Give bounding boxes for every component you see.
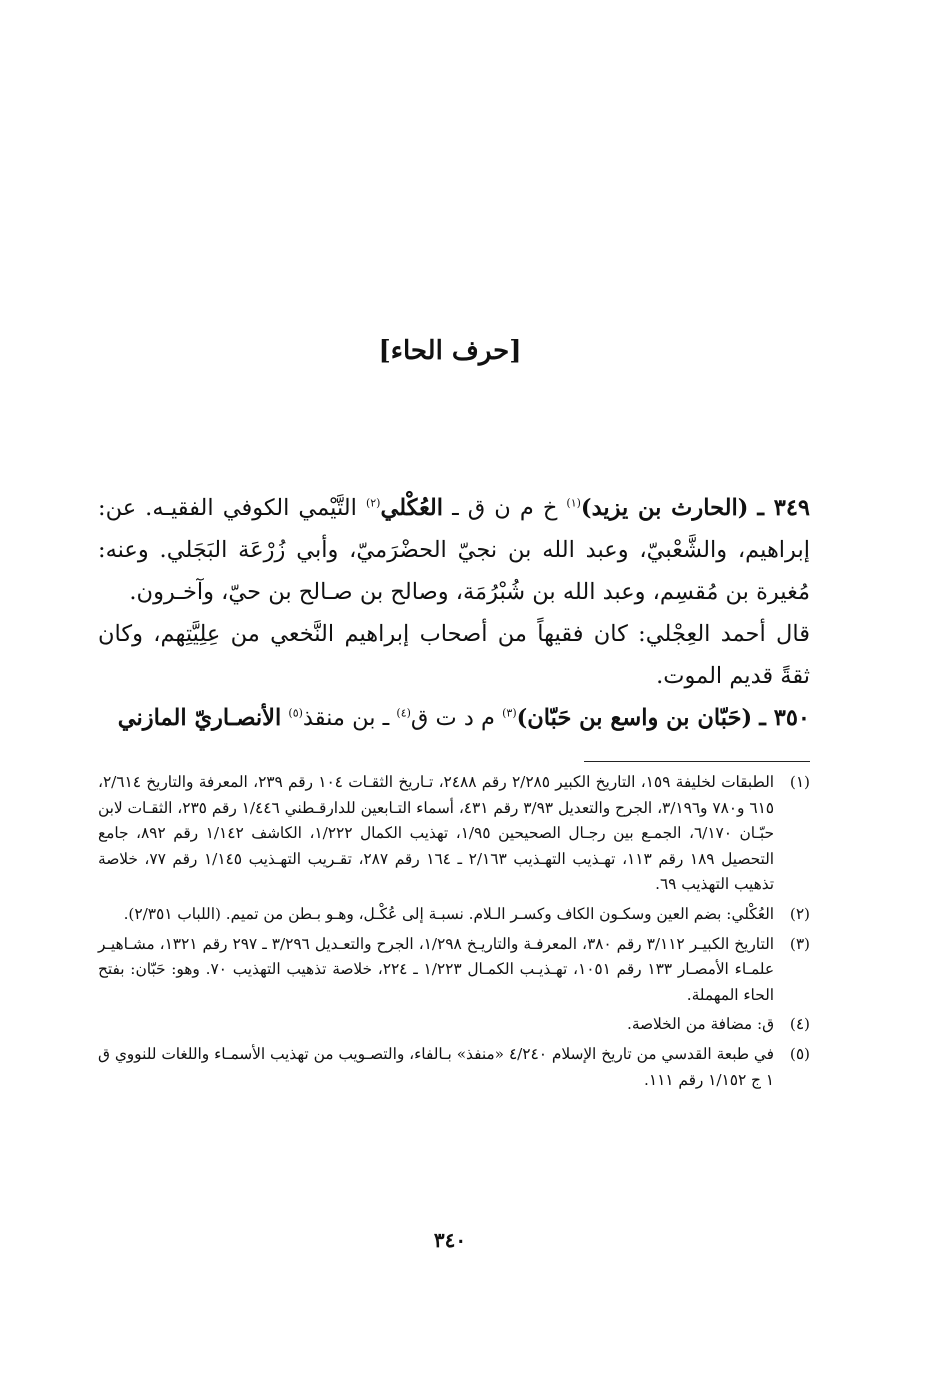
footnote-ref: (٥) bbox=[288, 706, 303, 720]
entry-349 bbox=[98, 487, 810, 613]
footnote bbox=[98, 1042, 810, 1093]
entry-350 bbox=[98, 697, 810, 739]
footnote-ref: (٤) bbox=[396, 706, 411, 720]
entry-lineage: ـ بن منقذ bbox=[302, 705, 390, 731]
footnote-text: التاريخ الكبيـر ٣/١١٢ رقم ٣٨٠، المعرفـة والتاريـخ ١/٢٩٨، الجرح والتعـديل ٣/٢٩٦ ـ ٢٩٧ رقم ١٣٢١، مشـاهيـر علمـاء الأمصـار ١٣٣ رقم ١٠٥١، تهـذيـب الكمـال ١/٢٢٣ ـ ٢٢٤، خلاصة تذهيب التهذيب ٧٠. وهو: حَبّان: بفتح الحاء المهملة. bbox=[98, 934, 774, 1004]
footnote-number: (٢) bbox=[789, 904, 810, 923]
chapter-title: [حرف الحاء] bbox=[378, 336, 522, 366]
entry-349-quote: قال أحمد العِجْلي: كان فقيهاً من أصحاب إبراهيم النَّخعي من عِلِيَّتِهم، وكان ثقةً قديم الموت. bbox=[98, 621, 810, 689]
footnote-number: (٤) bbox=[789, 1015, 810, 1034]
footnote bbox=[98, 932, 810, 1009]
footnote-ref: (٢) bbox=[365, 496, 381, 510]
footnote-ref: (١) bbox=[566, 496, 581, 510]
footnote-separator bbox=[584, 761, 810, 762]
page-number: ٣٤٠ bbox=[433, 1228, 467, 1252]
rijal-symbols: خ م ن ق ـ bbox=[452, 495, 558, 521]
entry-number: ٣٥٠ ـ bbox=[759, 705, 810, 731]
entry-nisba: العُكْلي bbox=[380, 495, 444, 521]
footnote-number: (٥) bbox=[789, 1044, 810, 1063]
main-text bbox=[98, 487, 810, 739]
footnote bbox=[98, 770, 810, 898]
entry-heading: (حَبّان بن واسع بن حَبّان) bbox=[516, 705, 753, 731]
footnote-number: (٣) bbox=[789, 934, 810, 953]
rijal-symbols: م د ت ق bbox=[410, 705, 495, 731]
entry-nisba: الأنصـاريّ المازني bbox=[117, 705, 282, 731]
entry-body: التَّيْمي الكوفي الفقيـه. عن: إبراهيم، والشَّعْبيّ، وعبد الله بن نجيّ الحضْرَميّ، وأبي زُرْعَة البَجَلي. وعنه: مُغيرة بن مُقسِم، وعبد الله بن شُبْرُمَة، وصالح بن صـالح بن حيّ، وآخـرون. bbox=[98, 495, 810, 605]
entry-number: ٣٤٩ ـ bbox=[757, 495, 811, 521]
footnotes bbox=[98, 770, 810, 1097]
footnote-text: في طبعة القدسي من تاريخ الإسلام ٤/٢٤٠ «منفذ» بـالفاء، والتصـويب من تهذيب الأسمـاء واللغات للنووي ق ١ ج ١/١٥٢ رقم ١١١. bbox=[98, 1044, 774, 1089]
entry-heading: (الحارث بن يزيد) bbox=[580, 495, 749, 521]
footnote-text: الطبقات لخليفة ١٥٩، التاريخ الكبير ٢/٢٨٥ رقم ٢٤٨٨، تـاريخ الثقـات ١٠٤ رقم ٢٣٩، المعرفة والتاريخ ٢/٦١٤، ٦١٥ و٧٨٠ و٣/١٩٦، الجرح والتعديل ٣/٩٣ رقم ٤٣١، أسماء التـابعين للدارقـطني ١/٤٤٦ رقم ٢٣٥، الثقـات لابن حبّـان ٦/١٧٠، الجمـع بين رجـال الصحيحين ١/٩٥، تهذيب الكمال ١/٢٢٢، الكاشف ١/١٤٢ رقم ٨٩٢، جامع التحصيل ١٨٩ رقم ١١٣، تهـذيب التهـذيب ٢/١٦٣ ـ ١٦٤ رقم ٢٨٧، تقـريب التهـذيب ١/١٤٥ رقم ٧٧، خلاصة تذهيب التهذيب ٦٩. bbox=[98, 773, 775, 894]
footnote-ref: (٣) bbox=[502, 706, 517, 720]
footnote-number: (١) bbox=[789, 773, 810, 791]
footnote-text: ق: مضافة من الخلاصة. bbox=[626, 1015, 774, 1034]
footnote-text: العُكْلي: بضم العين وسكـون الكاف وكسـر الـلام. نسبـة إلى عُكْـل، وهـو بـطن من تميم. (اللباب ٢/٣٥١). bbox=[123, 904, 774, 923]
footnote bbox=[98, 902, 810, 928]
footnote bbox=[98, 1012, 810, 1038]
